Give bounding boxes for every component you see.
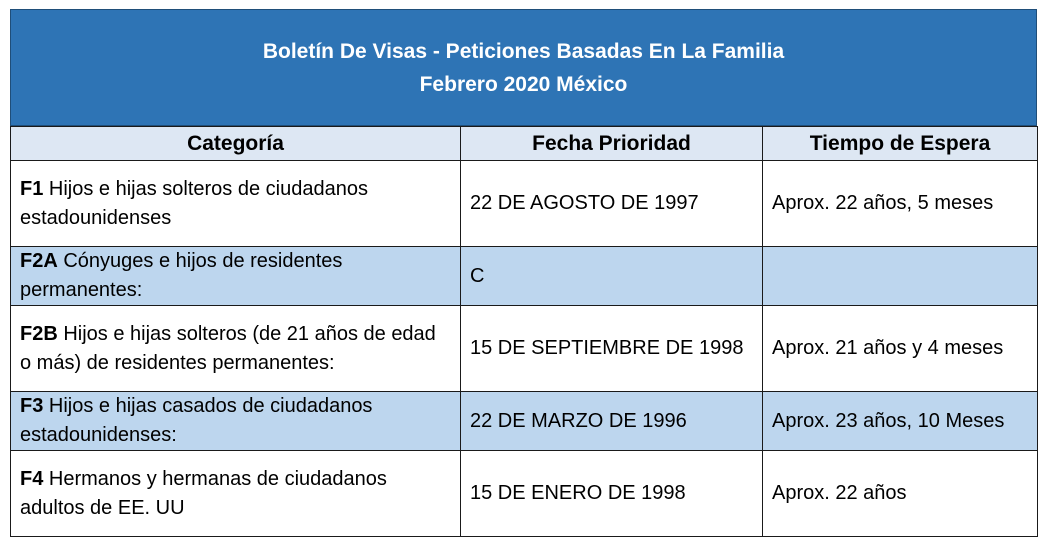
category-cell: [11, 306, 461, 392]
visa-bulletin-table-container: [10, 9, 1037, 537]
column-header-priority-date: Fecha Prioridad: [461, 127, 763, 161]
category-cell: [11, 247, 461, 306]
category-code: F2B: [20, 322, 58, 345]
wait-time-cell: Aprox. 21 años y 4 meses: [763, 306, 1038, 392]
table-row: [11, 392, 1038, 451]
table-row: [11, 161, 1038, 247]
category-description: Hijos e hijas solteros (de 21 años de edad o más) de residentes permanentes:: [20, 322, 436, 374]
priority-date-cell: 22 DE MARZO DE 1996: [461, 392, 763, 451]
wait-time-cell: Aprox. 22 años, 5 meses: [763, 161, 1038, 247]
bulletin-subtitle: Febrero 2020 México: [419, 72, 628, 96]
category-description: Hijos e hijas casados de ciudadanos estadounidenses:: [20, 395, 373, 446]
table-header-row: [11, 127, 1038, 161]
category-code: F3: [20, 395, 44, 417]
priority-date-cell: 15 DE SEPTIEMBRE DE 1998: [461, 306, 763, 392]
wait-time-cell: Aprox. 22 años: [763, 451, 1038, 537]
category-description: Hijos e hijas solteros de ciudadanos estadounidenses: [20, 177, 368, 229]
category-description: Hermanos y hermanas de ciudadanos adultos de EE. UU: [20, 467, 387, 519]
priority-date-cell: C: [461, 247, 763, 306]
priority-date-cell: 22 DE AGOSTO DE 1997: [461, 161, 763, 247]
visa-bulletin-table: [10, 126, 1038, 537]
column-header-category: Categoría: [11, 127, 461, 161]
priority-date-cell: 15 DE ENERO DE 1998: [461, 451, 763, 537]
category-code: F2A: [20, 250, 58, 272]
wait-time-cell: [763, 247, 1038, 306]
category-description: Cónyuges e hijos de residentes permanentes:: [20, 250, 343, 301]
category-code: F1: [20, 177, 44, 200]
table-row: [11, 306, 1038, 392]
table-row: [11, 247, 1038, 306]
column-header-wait-time: Tiempo de Espera: [763, 127, 1038, 161]
category-cell: [11, 161, 461, 247]
category-cell: [11, 392, 461, 451]
category-cell: [11, 451, 461, 537]
bulletin-title: Boletín De Visas - Peticiones Basadas En La Familia: [262, 39, 785, 63]
category-code: F4: [20, 467, 44, 490]
wait-time-cell: Aprox. 23 años, 10 Meses: [763, 392, 1038, 451]
bulletin-banner: [10, 9, 1037, 126]
table-row: [11, 451, 1038, 537]
